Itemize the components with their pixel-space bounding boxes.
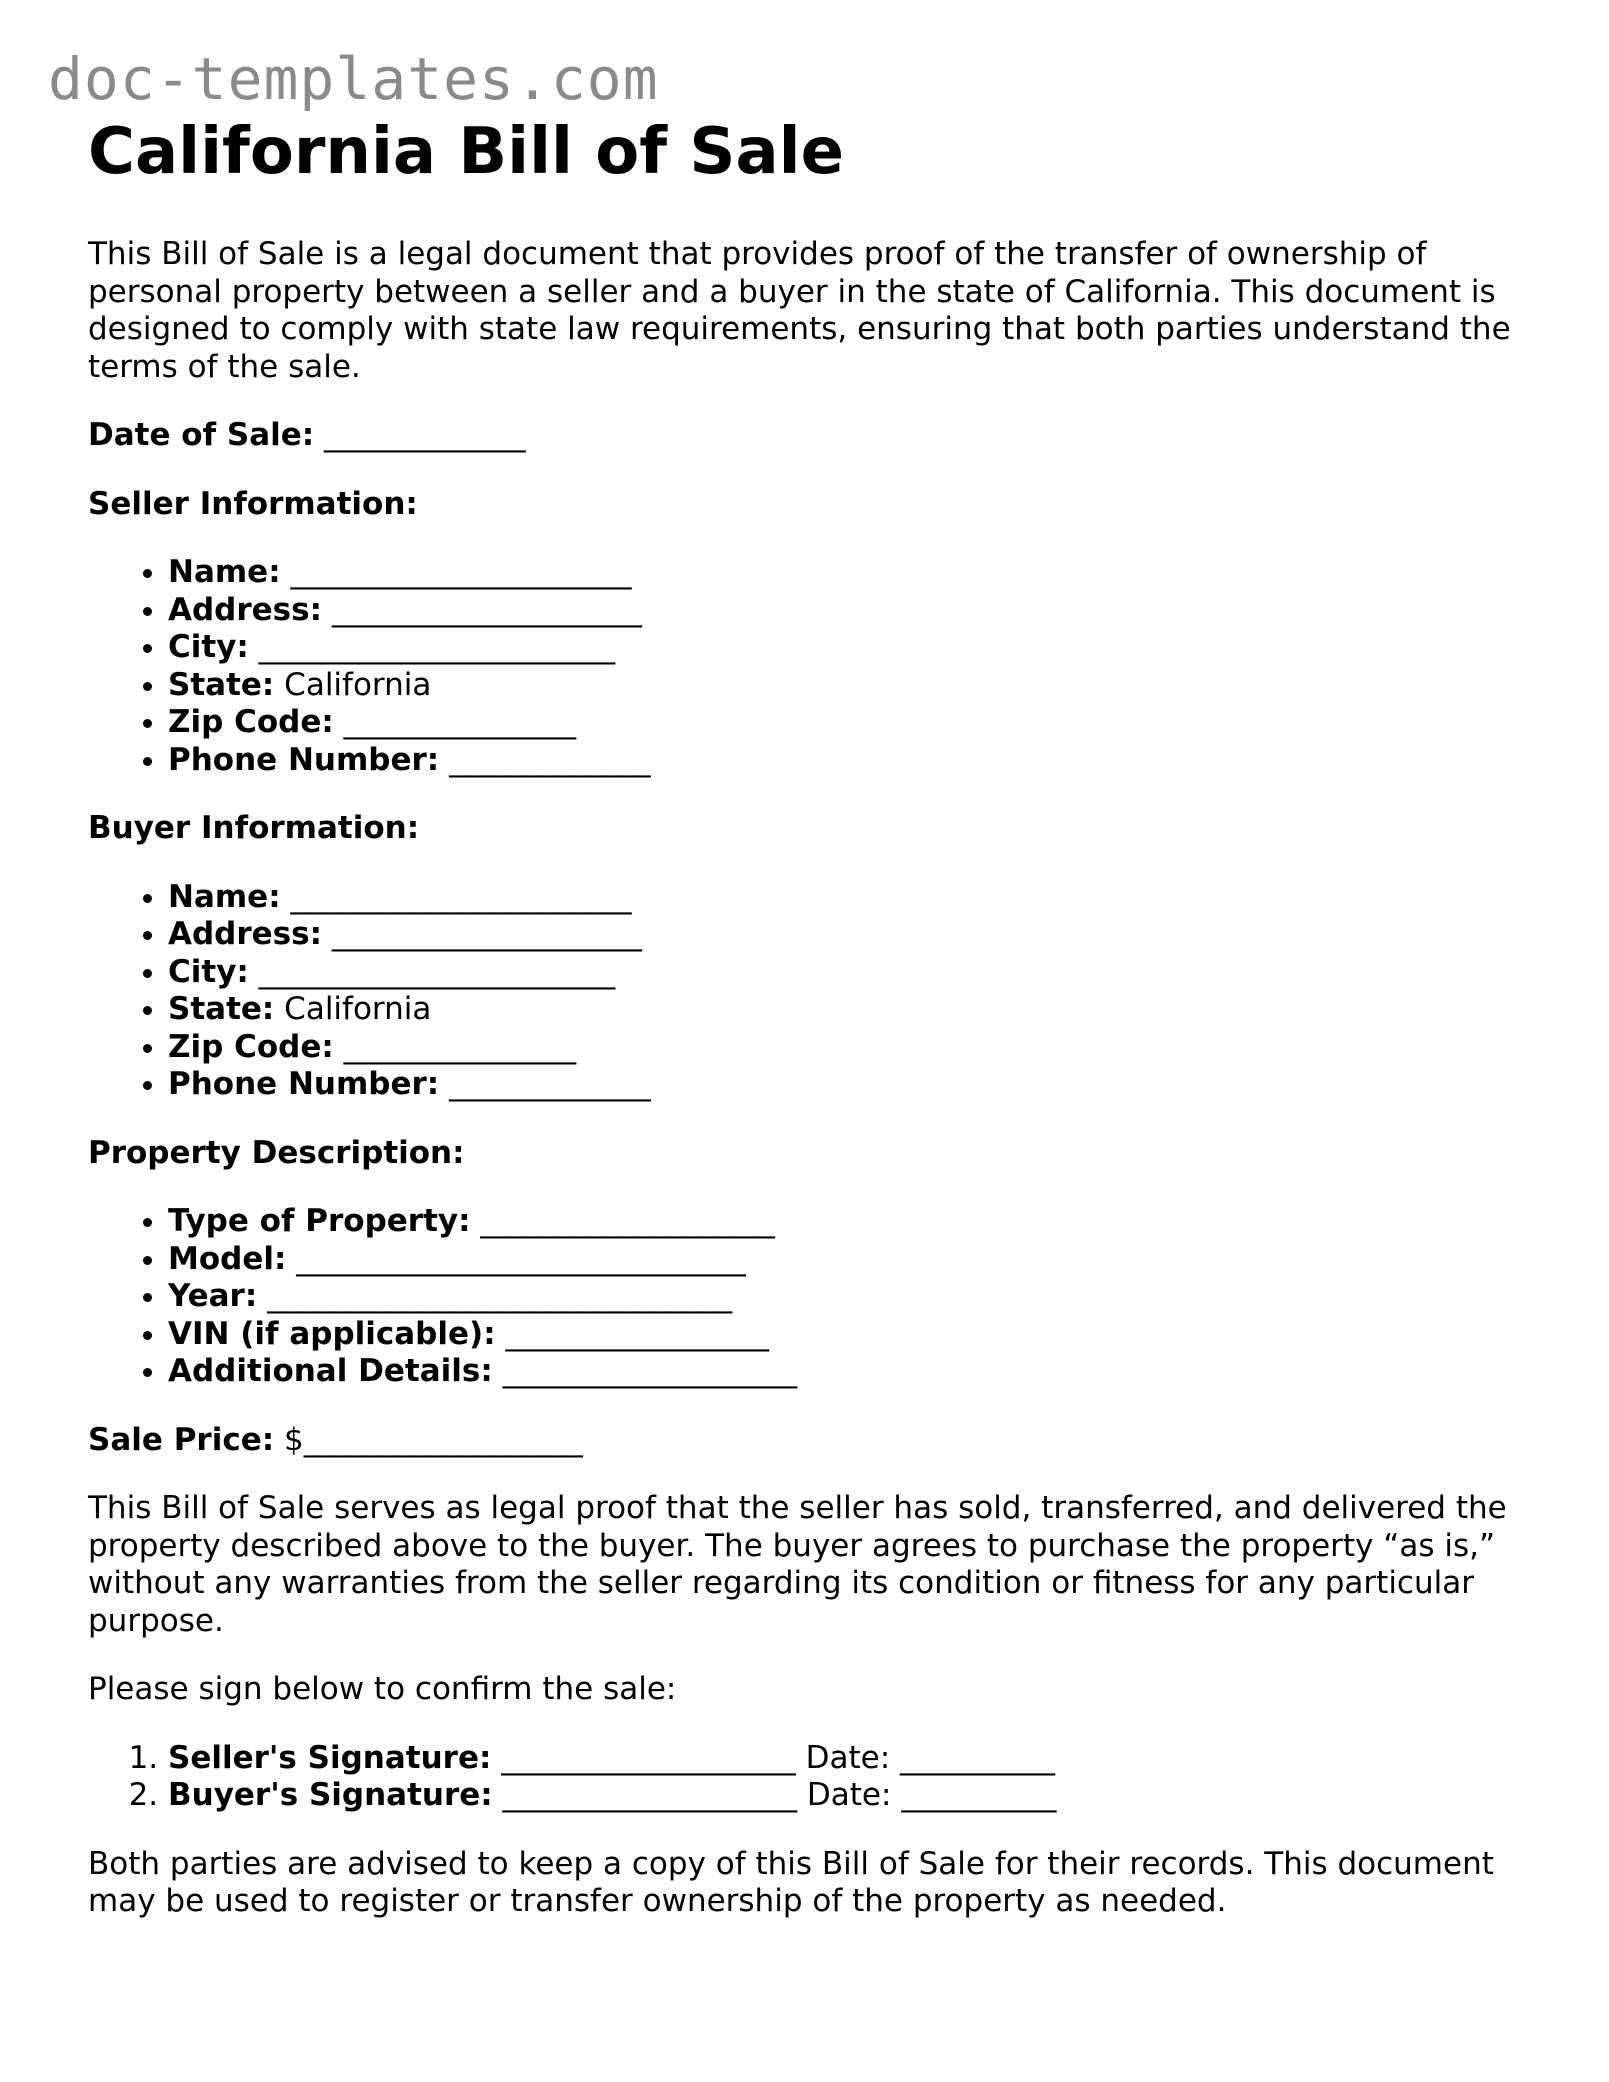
property-details-blank[interactable]: ___________________ [502,1353,798,1389]
seller-name-blank[interactable]: ______________________ [290,554,632,590]
date-of-sale-label: Date of Sale: [88,417,315,453]
buyer-address-item [168,916,1528,954]
buyer-zip-blank[interactable]: _______________ [343,1028,577,1065]
field-label: City: [168,953,249,990]
field-label: Zip Code: [168,1028,334,1065]
field-label: VIN (if applicable): [168,1315,496,1352]
field-label: Additional Details: [168,1353,493,1389]
property-year-blank[interactable]: ______________________________ [267,1278,733,1314]
property-type-item [168,1203,1528,1241]
seller-heading: Seller Information: [88,485,418,522]
buyer-phone-blank[interactable]: _____________ [449,1066,651,1102]
closing-paragraph: This Bill of Sale serves as legal proof that the seller has sold, transferred, and delivered the property described above to the buyer. The buyer agrees to purchase the property “as is,” without any warranties from the seller regarding its condition or fitness for any particular purpose. [88,1490,1507,1639]
buyer-state-item [168,991,1528,1029]
signature-list [88,1740,1528,1815]
property-list [88,1203,1528,1391]
seller-name-item [168,554,1528,592]
seller-state-item [168,667,1528,705]
buyer-name-blank[interactable]: ______________________ [290,878,632,915]
buyer-phone-item [168,1066,1528,1104]
seller-city-blank[interactable]: _______________________ [258,629,616,665]
field-label: State: [168,666,275,703]
property-year-item [168,1278,1528,1316]
buyer-state-value: California [284,991,432,1027]
seller-city-item [168,629,1528,667]
document-page [88,112,1528,1921]
sale-price-blank[interactable]: $__________________ [283,1421,583,1458]
seller-address-blank[interactable]: ____________________ [331,591,642,628]
field-label: Year: [168,1278,258,1314]
property-heading: Property Description: [88,1134,465,1171]
field-label: Type of Property: [168,1203,471,1239]
seller-signature-label: Seller's Signature: [168,1739,492,1776]
seller-date-blank[interactable]: __________ [900,1739,1056,1776]
buyer-date-blank[interactable]: __________ [901,1777,1057,1813]
buyer-date-label: Date: [806,1777,892,1813]
buyer-address-blank[interactable]: ____________________ [331,916,642,952]
footer-note: Both parties are advised to keep a copy of this Bill of Sale for their records. This document may be used to register or transfer ownership of the property as needed. [88,1845,1494,1919]
buyer-city-blank[interactable]: _______________________ [258,953,616,990]
buyer-heading: Buyer Information: [88,810,420,846]
seller-zip-item [168,704,1528,742]
seller-state-value: California [284,666,432,703]
sale-price-label: Sale Price: [88,1421,275,1458]
buyer-zip-item [168,1029,1528,1067]
sale-price [88,1422,1528,1460]
field-label: Address: [168,591,322,628]
buyer-signature-item [168,1777,1528,1815]
seller-signature-item [168,1740,1528,1778]
buyer-list [88,879,1528,1104]
property-type-blank[interactable]: ___________________ [480,1203,775,1239]
watermark: doc-templates.com [48,45,659,113]
seller-address-item [168,592,1528,630]
seller-phone-blank[interactable]: _____________ [449,741,651,778]
sign-prompt: Please sign below to confirm the sale: [88,1671,677,1707]
property-vin-blank[interactable]: _________________ [505,1315,769,1352]
field-label: Address: [168,916,322,952]
field-label: Name: [168,554,281,590]
page-title: California Bill of Sale [88,115,844,189]
seller-zip-blank[interactable]: _______________ [343,704,577,740]
field-label: Name: [168,878,281,915]
property-model-item [168,1241,1528,1279]
field-label: Zip Code: [168,704,334,740]
buyer-signature-label: Buyer's Signature: [168,1777,493,1813]
property-model-blank[interactable]: _____________________________ [296,1240,746,1277]
buyer-signature-blank[interactable]: ___________________ [502,1777,798,1813]
seller-date-label: Date: [805,1739,891,1776]
field-label: State: [168,991,275,1027]
date-of-sale-blank[interactable]: _____________ [324,417,526,453]
field-label: Phone Number: [168,741,440,778]
buyer-name-item [168,879,1528,917]
field-label: Model: [168,1240,287,1277]
buyer-city-item [168,954,1528,992]
property-details-item [168,1353,1528,1391]
seller-list [88,554,1528,779]
field-label: Phone Number: [168,1066,440,1102]
property-vin-item [168,1316,1528,1354]
intro-paragraph: This Bill of Sale is a legal document that provides proof of the transfer of ownership of personal property between a seller and a buyer in the state of California. This document is designed to comply with state law requirements, ensuring that both parties understand the terms of the sale. [88,236,1511,385]
date-of-sale [88,417,1528,455]
seller-signature-blank[interactable]: ___________________ [501,1739,796,1776]
seller-phone-item [168,742,1528,780]
field-label: City: [168,629,249,665]
